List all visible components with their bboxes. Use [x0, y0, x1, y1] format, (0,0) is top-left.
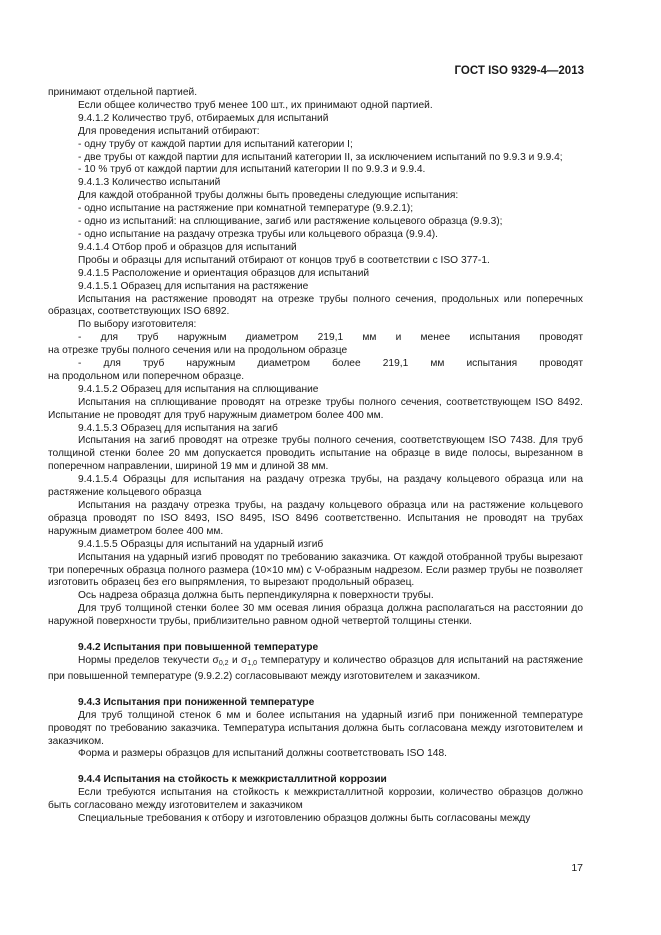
paragraph: Для каждой отобранной трубы должны быть проведены следующие испытания:	[78, 190, 459, 202]
page-body	[48, 87, 583, 826]
section-heading-943: 9.4.3 Испытания при пониженной температуре	[78, 696, 315, 708]
list-item: - две трубы от каждой партии для испытаний категории II, за исключением испытаний по 9.9.3 и 9.9.4;	[78, 151, 563, 163]
section-heading-942: 9.4.2 Испытания при повышенной температуре	[78, 642, 319, 654]
clause-heading: 9.4.1.5.2 Образец для испытания на сплющивание	[78, 383, 319, 395]
paragraph: Испытания на ударный изгиб проводят по требованию заказчика. От каждой отобранной трубы вырезают три поперечных образца полного размера (10×10 мм) с V-образным надрезом. Если размер трубы не позволяет изготовить образец без его выпрямления, то вырезают продольный образец.	[48, 551, 583, 589]
paragraph: Если общее количество труб менее 100 шт., их принимают одной партией.	[78, 99, 433, 111]
list-item: - одно испытание на растяжение при комнатной температуре (9.9.2.1);	[78, 203, 414, 215]
paragraph: Специальные требования к отбору и изготовлению образцов должны быть согласованы между	[78, 813, 531, 825]
list-item: - одну трубу от каждой партии для испытаний категории I;	[78, 138, 353, 150]
document-header: ГОСТ ISO 9329-4—2013	[454, 65, 584, 77]
text-fragment: температуру и количество образцов для испытаний на растяжение при повышенной температуре (9.9.2.2) согласовывают между изготовителем и заказчиком.	[48, 654, 583, 682]
paragraph: Форма и размеры образцов для испытаний должны соответствовать ISO 148.	[78, 748, 447, 760]
clause-heading: 9.4.1.5.5 Образцы для испытаний на ударный изгиб	[78, 538, 324, 550]
list-item-continuation: на отрезке трубы полного сечения или на продольном образце	[48, 345, 348, 357]
text-fragment: и σ	[228, 654, 248, 666]
paragraph: По выбору изготовителя:	[78, 319, 197, 331]
clause-heading: 9.4.1.5.4 Образцы для испытания на раздачу отрезка трубы, на раздачу кольцевого образца или на растяжение кольцевого образца	[48, 474, 583, 499]
paragraph: Испытания на раздачу отрезка трубы, на раздачу кольцевого образца или на растяжение кольцевого образца проводят по ISO 8493, ISO 8495, ISO 8496 соответственно. Испытания не проводят на трубах наружным диаметром более 400 мм.	[48, 500, 583, 537]
list-item-continuation: на продольном или поперечном образце.	[48, 370, 245, 382]
page-number: 17	[571, 862, 583, 874]
paragraph: Ось надреза образца должна быть перпендикулярна к поверхности трубы.	[78, 590, 434, 602]
list-item: - одно испытание на раздачу отрезка трубы или кольцевого образца (9.9.4).	[78, 228, 439, 240]
paragraph: Испытания на загиб проводят на отрезке трубы полного сечения, соответствующем ISO 7438. Для труб толщиной стенки более 20 мм допускается проводить испытание на образце в виде полосы, вырезанном в поперечном направлении, шириной 19 мм и длиной 38 мм.	[48, 435, 583, 473]
text-fragment: Нормы пределов текучести σ	[78, 654, 219, 666]
section-heading-944: 9.4.4 Испытания на стойкость к межкристаллитной коррозии	[78, 774, 387, 786]
paragraph: Для труб толщиной стенки более 30 мм осевая линия образца должна располагаться на расстоянии до наружной поверхности трубы, приблизительно равном одной четвертой толщины стенки.	[48, 603, 583, 628]
clause-heading: 9.4.1.3 Количество испытаний	[78, 177, 221, 189]
clause-heading: 9.4.1.5.3 Образец для испытания на загиб	[78, 422, 278, 434]
paragraph: Испытания на растяжение проводят на отрезке трубы полного сечения, продольных или поперечных образцах, соответствующих ISO 6892.	[48, 293, 583, 318]
subscript: 1,0	[247, 659, 258, 667]
clause-heading: 9.4.1.4 Отбор проб и образцов для испытаний	[78, 241, 297, 253]
paragraph	[48, 655, 583, 684]
subscript: 0,2	[218, 659, 229, 667]
list-item: - 10 % труб от каждой партии для испытаний категории II по 9.9.3 и 9.9.4.	[78, 164, 426, 176]
paragraph: Для проведения испытаний отбирают:	[78, 125, 260, 137]
clause-heading: 9.4.1.5.1 Образец для испытания на растяжение	[78, 280, 309, 292]
paragraph: Испытания на сплющивание проводят на отрезке трубы полного сечения, соответствующем ISO 8492. Испытание не проводят для труб наружным диаметром более 400 мм.	[48, 396, 583, 421]
list-item: - для труб наружным диаметром более 219,1 мм испытания проводят	[78, 358, 583, 370]
paragraph: Для труб толщиной стенок 6 мм и более испытания на ударный изгиб при пониженной температуре проводят по требованию заказчика. Температура испытания должна быть согласована между изготовителем и заказчиком.	[48, 709, 583, 747]
list-item: - одно из испытаний: на сплющивание, загиб или растяжение кольцевого образца (9.9.3);	[78, 216, 503, 228]
paragraph: Пробы и образцы для испытаний отбирают от концов труб в соответствии с ISO 377-1.	[78, 254, 490, 266]
paragraph: Если требуются испытания на стойкость к межкристаллитной коррозии, количество образцов должно быть согласовано между изготовителем и заказчиком	[48, 787, 583, 812]
paragraph: принимают отдельной партией.	[48, 87, 198, 98]
clause-heading: 9.4.1.2 Количество труб, отбираемых для испытаний	[78, 112, 329, 124]
clause-heading: 9.4.1.5 Расположение и ориентация образцов для испытаний	[78, 267, 370, 279]
list-item: - для труб наружным диаметром 219,1 мм и менее испытания проводят	[78, 332, 583, 344]
